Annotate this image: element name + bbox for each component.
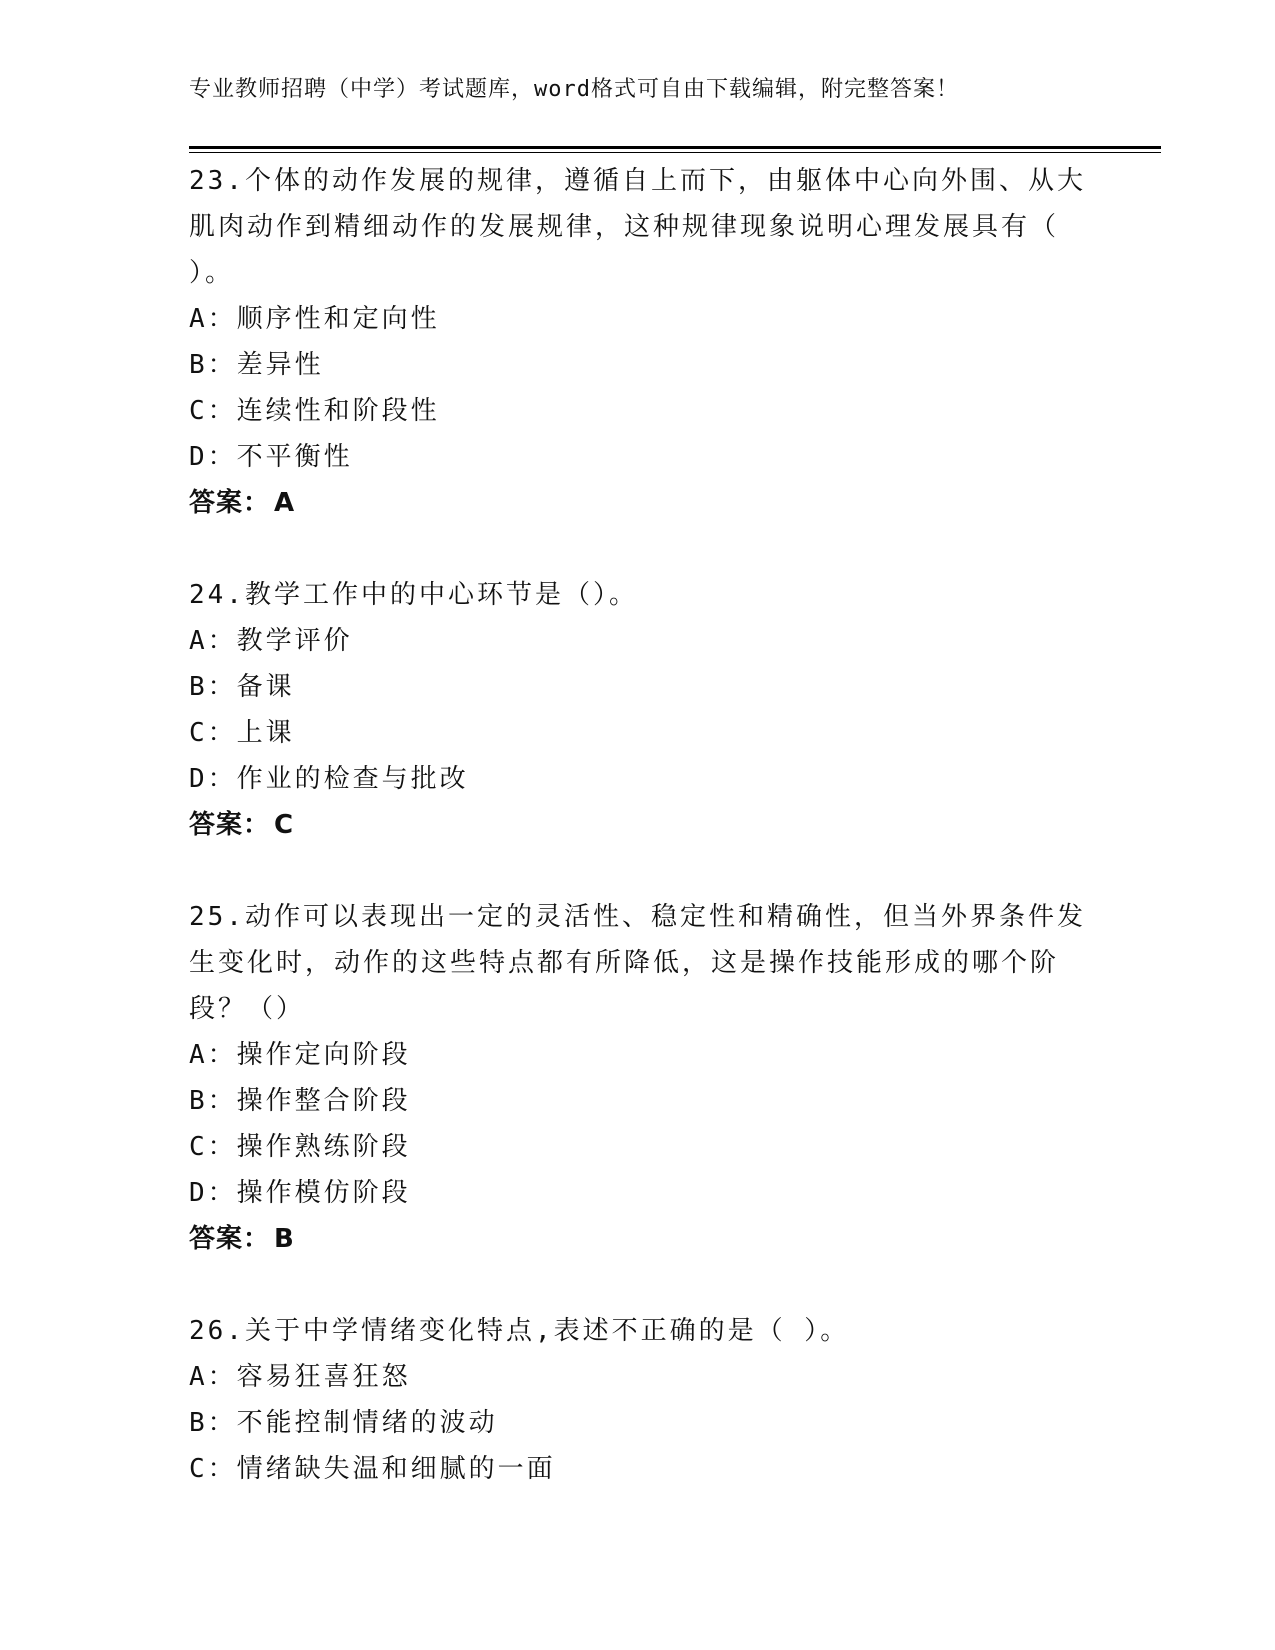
question-stem-line: 26.关于中学情绪变化特点,表述不正确的是（ ）。 (189, 1316, 850, 1346)
question-stem-line: 肌肉动作到精细动作的发展规律，这种规律现象说明心理发展具有（ (189, 212, 1060, 242)
answer-option: A：教学评价 (189, 626, 353, 656)
answer-option: A：顺序性和定向性 (189, 304, 440, 334)
question-block (189, 1308, 1089, 1492)
question-block (189, 158, 1089, 526)
answer-option: D：不平衡性 (189, 442, 353, 472)
answer-option: B：备课 (189, 672, 295, 702)
question-stem-line: 25.动作可以表现出一定的灵活性、稳定性和精确性，但当外界条件发 (189, 902, 1086, 932)
answer-option: D：作业的检查与批改 (189, 764, 469, 794)
header-rule-thick (189, 146, 1161, 149)
question-stem-line: 生变化时，动作的这些特点都有所降低，这是操作技能形成的哪个阶 (189, 948, 1060, 978)
answer-option: D：操作模仿阶段 (189, 1178, 411, 1208)
answer-label: 答案： (189, 1224, 271, 1254)
answer-option: C：操作熟练阶段 (189, 1132, 411, 1162)
answer-option: C：连续性和阶段性 (189, 396, 440, 426)
question-block (189, 572, 1089, 848)
answer-option: B：不能控制情绪的波动 (189, 1408, 498, 1438)
answer-option: A：操作定向阶段 (189, 1040, 411, 1070)
question-stem-line: 段？（） (189, 994, 306, 1024)
question-stem-line: 24.教学工作中的中心环节是（）。 (189, 580, 638, 610)
answer-option: C：情绪缺失温和细腻的一面 (189, 1454, 556, 1484)
answer-line (189, 1216, 1089, 1262)
answer-option: B：差异性 (189, 350, 324, 380)
answer-value: C (274, 810, 295, 840)
answer-value: B (274, 1224, 295, 1254)
answer-option: C：上课 (189, 718, 295, 748)
answer-option: A：容易狂喜狂怒 (189, 1362, 411, 1392)
header-rule-thin (189, 152, 1161, 153)
answer-label: 答案： (189, 488, 271, 518)
question-stem-line: 23.个体的动作发展的规律，遵循自上而下，由躯体中心向外围、从大 (189, 166, 1086, 196)
question-list (189, 158, 1089, 1538)
answer-line (189, 480, 1089, 526)
answer-option: B：操作整合阶段 (189, 1086, 411, 1116)
answer-value: A (274, 488, 296, 518)
answer-label: 答案： (189, 810, 271, 840)
answer-line (189, 802, 1089, 848)
question-block (189, 894, 1089, 1262)
page-header: 专业教师招聘（中学）考试题库，word格式可自由下载编辑，附完整答案！ (189, 77, 959, 102)
question-stem-line: ）。 (189, 258, 235, 288)
